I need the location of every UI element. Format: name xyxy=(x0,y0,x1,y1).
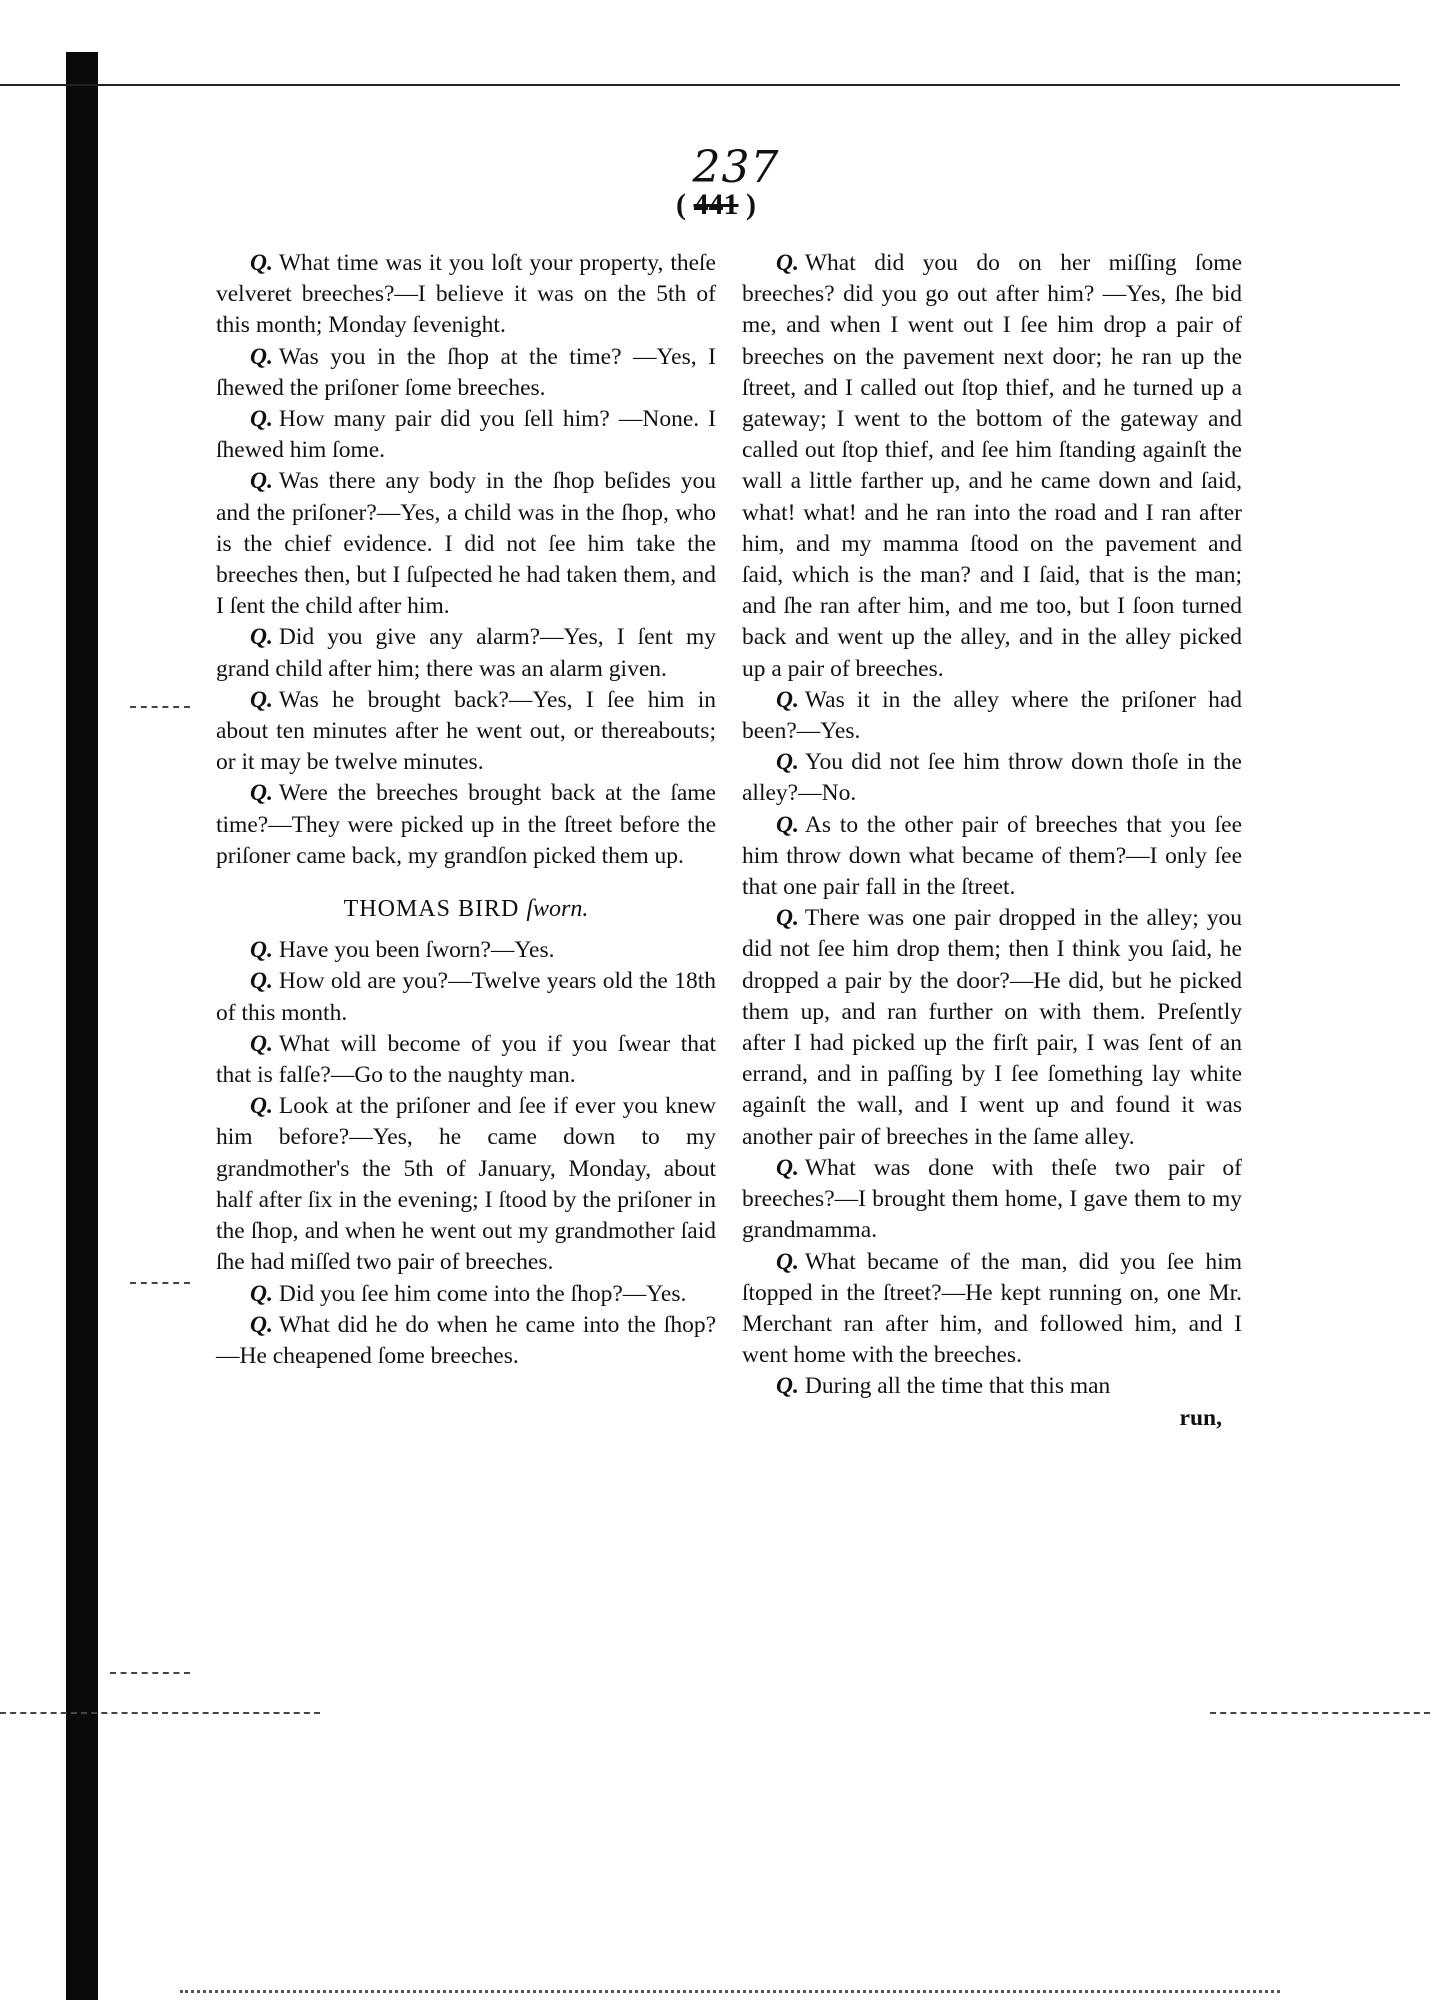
paragraph-text: What time was it you loſt your property, theſe velveret breeches?—I believe it was on the 5th of this month; Monday ſevenight. xyxy=(216,250,716,339)
qa-paragraph xyxy=(216,622,716,684)
qa-paragraph xyxy=(216,404,716,466)
margin-dash xyxy=(130,1282,190,1284)
question-marker: Q. xyxy=(776,1373,799,1400)
question-marker: Q. xyxy=(250,686,273,713)
paragraph-text: What did you do on her miſſing ſome breeches? did you go out after him? —Yes, ſhe bid me, and when I went out I ſee him drop a pair of breeches on the pavement next door; he ran up the ſtreet, and I called out ſtop thief, and he turned up a gateway; I went to the bottom of the gateway and called out ſtop thief, and ſee him ſtanding againſt the wall a little farther up, and he came down and ſaid, what! what! and he ran into the road and I ran after him, and my mamma ſtood on the pavement and ſaid, which is the man? and I ſaid, that is the man; and ſhe ran after him, and me too, but I ſoon turned back and went up the alley, and in the alley picked up a pair of breeches. xyxy=(742,250,1242,682)
paragraph-text: Look at the priſoner and ſee if ever you knew him before?—Yes, he came down to my grandmother's the 5th of January, Monday, about half after ſix in the evening; I ſtood by the priſoner in the ſhop, and when he went out my grandmother ſaid ſhe had miſſed two pair of breeches. xyxy=(216,1093,716,1276)
witness-sworn: ſworn. xyxy=(526,896,589,923)
left-column xyxy=(216,248,716,1372)
paragraph-text: How old are you?—Twelve years old the 18th of this month. xyxy=(216,968,716,1026)
page-number-close: ) xyxy=(738,188,756,221)
qa-paragraph xyxy=(216,1310,716,1372)
question-marker: Q. xyxy=(250,780,273,807)
qa-paragraph xyxy=(742,810,1242,904)
witness-heading xyxy=(216,894,716,925)
paragraph-text: What was done with theſe two pair of breeches?—I brought them home, I gave them to my grandmamma. xyxy=(742,1154,1242,1244)
scan-artifact-line xyxy=(180,1990,1280,1993)
top-rule xyxy=(0,84,1400,86)
qa-paragraph xyxy=(216,935,716,966)
question-marker: Q. xyxy=(250,968,273,995)
qa-paragraph xyxy=(216,248,716,342)
paragraph-text: During all the time that this man xyxy=(804,1373,1111,1400)
margin-dash xyxy=(130,706,190,708)
paragraph-text: What did he do when he came into the ſhop?—He cheapened ſome breeches. xyxy=(216,1311,716,1369)
qa-paragraph xyxy=(216,1091,716,1278)
paragraph-text: Did you give any alarm?—Yes, I ſent my grand child after him; there was an alarm given. xyxy=(216,624,716,682)
paragraph-text: Was he brought back?—Yes, I ſee him in about ten minutes after he went out, or thereabouts; or it may be twelve minutes. xyxy=(216,686,716,776)
qa-paragraph xyxy=(742,1247,1242,1372)
question-marker: Q. xyxy=(250,1030,273,1057)
question-marker: Q. xyxy=(776,1248,799,1275)
qa-paragraph xyxy=(742,903,1242,1153)
question-marker: Q. xyxy=(250,1280,273,1307)
margin-dash xyxy=(0,1712,320,1714)
qa-paragraph xyxy=(742,1153,1242,1247)
page-number-struck: 441 xyxy=(693,188,739,221)
catchword: run, xyxy=(1179,1404,1222,1431)
question-marker: Q. xyxy=(250,1311,273,1338)
printed-page-number xyxy=(636,188,796,222)
qa-paragraph xyxy=(216,342,716,404)
qa-paragraph xyxy=(216,685,716,779)
qa-paragraph xyxy=(742,1371,1242,1402)
question-marker: Q. xyxy=(250,468,273,495)
right-column xyxy=(742,248,1242,1434)
qa-paragraph xyxy=(216,466,716,622)
paragraph-text: Were the breeches brought back at the ſame time?—They were picked up in the ſtreet before the priſoner came back, my grandſon picked them up. xyxy=(216,780,716,869)
question-marker: Q. xyxy=(776,749,799,776)
qa-paragraph xyxy=(742,685,1242,747)
question-marker: Q. xyxy=(776,905,799,932)
witness-name: THOMAS BIRD xyxy=(343,896,520,923)
page-number-open: ( xyxy=(676,188,694,221)
question-marker: Q. xyxy=(250,937,273,964)
margin-dash xyxy=(1210,1712,1430,1714)
paragraph-text: How many pair did you ſell him? —None. I ſhewed him ſome. xyxy=(216,406,716,464)
paragraph-text: As to the other pair of breeches that you ſee him throw down what became of them?—I only ſee that one pair fall in the ſtreet. xyxy=(742,811,1242,901)
margin-dash xyxy=(110,1672,190,1674)
paragraph-text: Was it in the alley where the priſoner had been?—Yes. xyxy=(742,686,1242,745)
question-marker: Q. xyxy=(776,811,799,838)
binding-spine xyxy=(66,52,98,2000)
paragraph-text: What will become of you if you ſwear that that is falſe?—Go to the naughty man. xyxy=(216,1030,716,1089)
paragraph-text: Was you in the ſhop at the time? —Yes, I ſhewed the priſoner ſome breeches. xyxy=(216,343,716,401)
qa-paragraph xyxy=(216,966,716,1028)
question-marker: Q. xyxy=(776,1154,799,1181)
handwritten-page-number: 237 xyxy=(692,142,780,193)
qa-paragraph xyxy=(216,1029,716,1091)
question-marker: Q. xyxy=(250,343,273,370)
qa-paragraph xyxy=(742,747,1242,809)
qa-paragraph xyxy=(742,248,1242,685)
qa-paragraph xyxy=(216,778,716,872)
paragraph-text: There was one pair dropped in the alley; you did not ſee him drop them; then I think you ſaid, he dropped a pair by the door?—He did, but he picked them up, and ran further on with them. Preſently after I had picked up the firſt pair, I was ſent of an errand, and in paſſing by I ſee ſomething lay white againſt the wall, and I went up and found it was another pair of breeches in the ſame alley. xyxy=(742,905,1242,1150)
qa-paragraph xyxy=(216,1279,716,1310)
question-marker: Q. xyxy=(250,250,273,276)
question-marker: Q. xyxy=(250,406,273,433)
paragraph-text: You did not ſee him throw down thoſe in the alley?—No. xyxy=(742,749,1242,807)
question-marker: Q. xyxy=(250,1093,273,1120)
paragraph-text: What became of the man, did you ſee him ſtopped in the ſtreet?—He kept running on, one Mr. Merchant ran after him, and followed him, and I went home with the breeches. xyxy=(742,1248,1242,1369)
question-marker: Q. xyxy=(776,250,799,276)
paragraph-text: Did you ſee him come into the ſhop?—Yes. xyxy=(278,1280,687,1307)
paragraph-text: Was there any body in the ſhop beſides you and the priſoner?—Yes, a child was in the ſhop, who is the chief evidence. I did not ſee him take the breeches then, but I ſuſpected he had taken them, and I ſent the child after him. xyxy=(216,468,716,620)
paragraph-text: Have you been ſworn?—Yes. xyxy=(278,937,555,964)
question-marker: Q. xyxy=(776,686,799,713)
question-marker: Q. xyxy=(250,624,273,651)
